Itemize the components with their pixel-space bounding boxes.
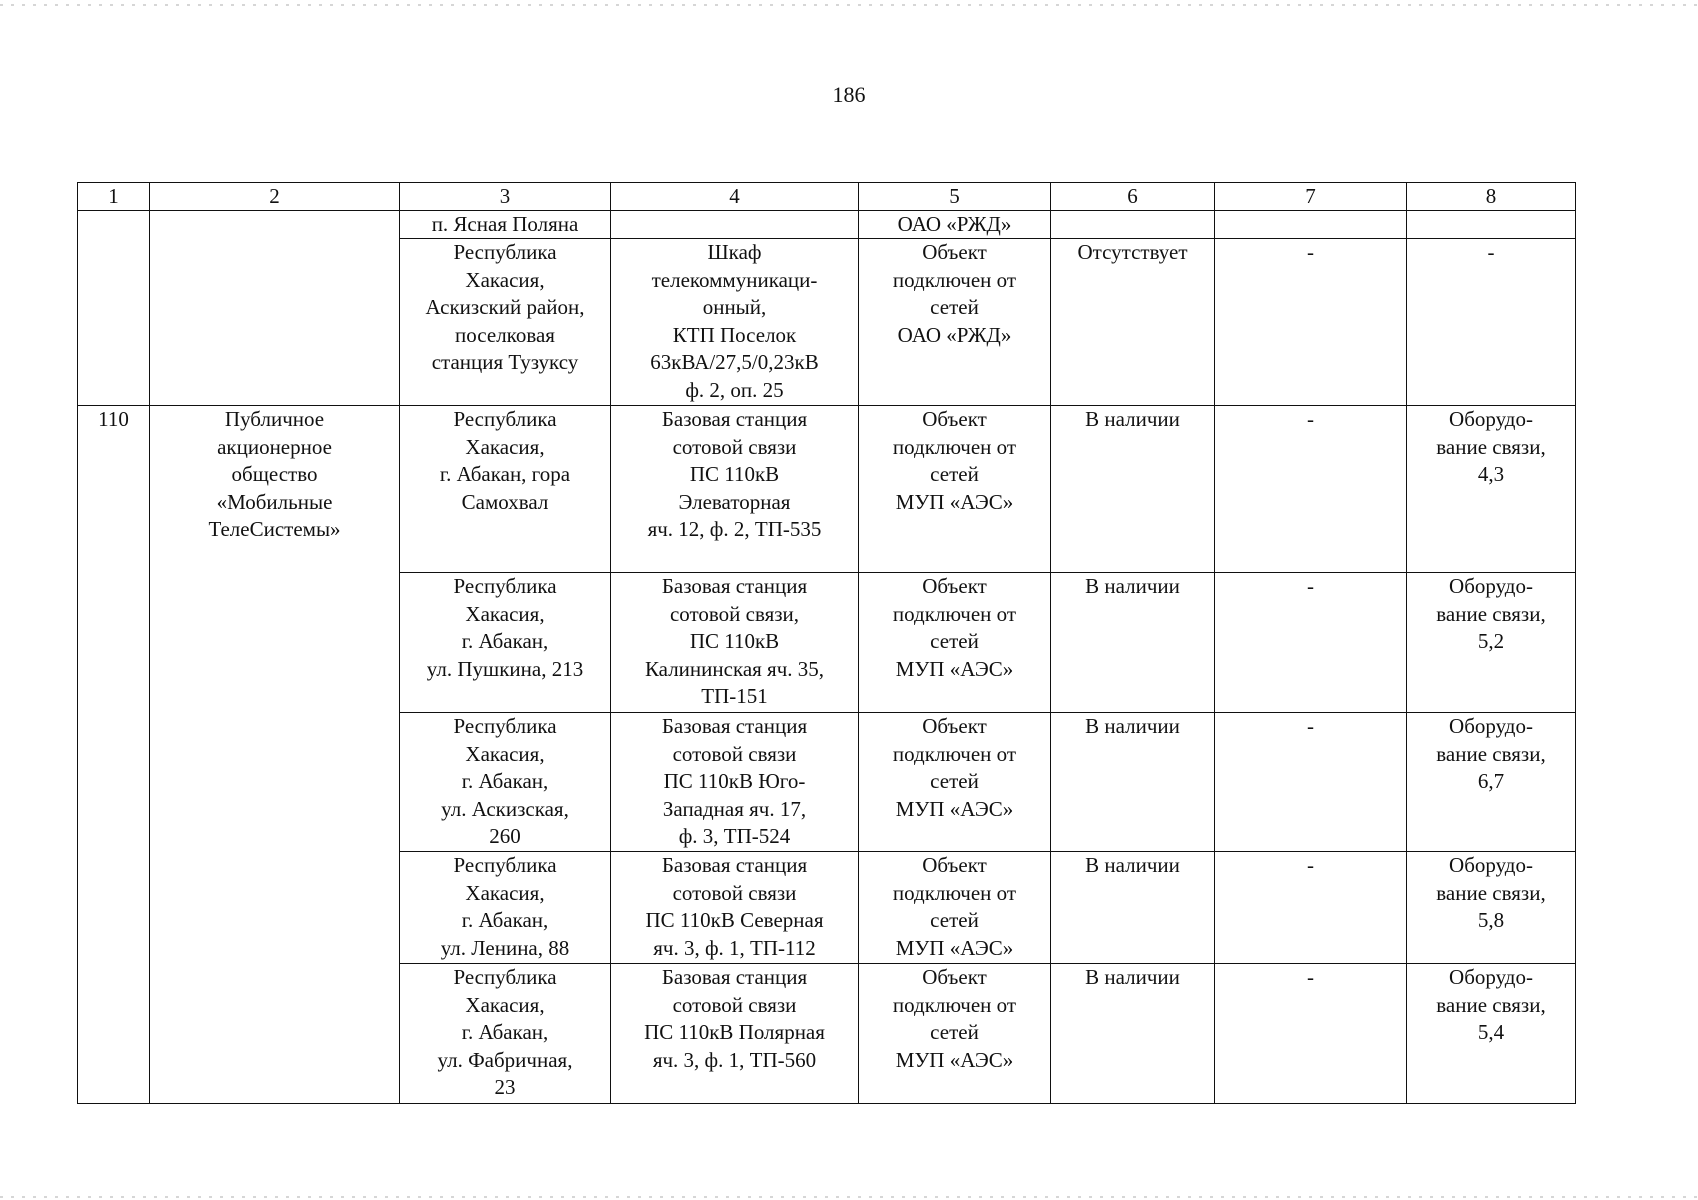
- connection-line: Объект: [922, 574, 987, 598]
- object-line: Элеваторная: [678, 489, 791, 514]
- location-line: Республика: [453, 574, 557, 598]
- location-line: г. Абакан,: [461, 908, 549, 932]
- object-line: Калининская яч. 35,: [644, 656, 825, 681]
- location-line: Хакасия,: [465, 880, 545, 905]
- number-cell-empty: [78, 211, 150, 406]
- entry-number-cell: 110: [78, 406, 150, 1104]
- scan-edge-top: [0, 4, 1698, 6]
- organization-name-line: общество: [231, 462, 318, 486]
- object-line: сотовой связи: [672, 880, 797, 905]
- connection-line: подключен от: [892, 741, 1017, 766]
- location-line: ул. Пушкина, 213: [426, 656, 584, 681]
- connection-cell: [859, 713, 1051, 852]
- location-line: Хакасия,: [465, 601, 545, 626]
- equipment-cell: [1407, 406, 1576, 573]
- connection-line: подключен от: [892, 267, 1017, 292]
- location-line: г. Абакан,: [461, 629, 549, 653]
- col8-cell: [1407, 211, 1576, 239]
- connection-line: сетей: [930, 462, 979, 486]
- equipment-line: вание связи,: [1436, 880, 1546, 905]
- connection-line: подключен от: [892, 992, 1017, 1017]
- object-line: сотовой связи: [672, 992, 797, 1017]
- location-cell: [400, 852, 611, 964]
- location-line: 23: [494, 1075, 516, 1099]
- location-line: г. Абакан,: [461, 1020, 549, 1044]
- location-line: г. Абакан, гора: [439, 462, 571, 486]
- location-line: Самохвал: [461, 489, 549, 514]
- object-line: Базовая станция: [661, 853, 808, 877]
- connection-line: Объект: [922, 240, 987, 264]
- location-line: ул. Ленина, 88: [440, 935, 570, 960]
- object-line: Западная яч. 17,: [662, 796, 807, 821]
- col8-cell: -: [1407, 239, 1576, 406]
- availability-cell: Отсутствует: [1051, 239, 1215, 406]
- object-cell: [611, 211, 859, 239]
- availability-cell: В наличии: [1051, 406, 1215, 573]
- location-cell: [400, 239, 611, 406]
- organization-name-line: ТелеСистемы»: [208, 517, 341, 541]
- object-cell: [611, 964, 859, 1104]
- connection-line: Объект: [922, 853, 987, 877]
- object-line: сотовой связи,: [669, 601, 800, 626]
- object-line: сотовой связи: [672, 741, 797, 766]
- header-cell: 6: [1051, 183, 1215, 211]
- location-line: 260: [489, 824, 521, 848]
- connection-line: МУП «АЭС»: [895, 656, 1014, 681]
- connection-line: сетей: [930, 295, 979, 319]
- col7-cell: [1215, 211, 1407, 239]
- location-line: станция Тузуксу: [431, 350, 579, 374]
- object-line: ф. 2, оп. 25: [685, 377, 784, 402]
- location-line: Хакасия,: [465, 434, 545, 459]
- object-cell: [611, 573, 859, 713]
- location-line: ул. Аскизская,: [441, 796, 569, 821]
- equipment-line: вание связи,: [1436, 741, 1546, 766]
- object-line: онный,: [702, 295, 767, 319]
- availability-cell: [1051, 211, 1215, 239]
- connection-line: ОАО «РЖД»: [897, 322, 1012, 347]
- location-cell: [400, 406, 611, 573]
- location-line: Республика: [453, 853, 557, 877]
- table-row: [78, 406, 1576, 573]
- header-cell: 5: [859, 183, 1051, 211]
- equipment-line: вание связи,: [1436, 601, 1546, 626]
- connection-line: подключен от: [892, 880, 1017, 905]
- col7-cell: -: [1215, 406, 1407, 573]
- organization-name-cell: [150, 406, 400, 1104]
- availability-cell: В наличии: [1051, 852, 1215, 964]
- table-header-row: [78, 183, 1576, 211]
- location-line: ул. Фабричная,: [437, 1047, 573, 1072]
- equipment-line: 5,4: [1477, 1020, 1505, 1044]
- connection-line: МУП «АЭС»: [895, 1047, 1014, 1072]
- connection-line: подключен от: [892, 601, 1017, 626]
- object-line: сотовой связи: [672, 434, 797, 459]
- availability-cell: В наличии: [1051, 713, 1215, 852]
- connection-line: сетей: [930, 908, 979, 932]
- organization-name-line: акционерное: [217, 434, 332, 459]
- connection-cell: [859, 852, 1051, 964]
- equipment-line: 5,2: [1477, 629, 1505, 653]
- object-line: КТП Поселок: [672, 322, 797, 347]
- object-line: 63кВА/27,5/0,23кВ: [650, 350, 819, 374]
- equipment-line: Оборудо-: [1449, 714, 1533, 738]
- equipment-line: 6,7: [1477, 769, 1505, 793]
- connection-line: ОАО «РЖД»: [897, 212, 1012, 236]
- availability-cell: В наличии: [1051, 573, 1215, 713]
- location-line: Республика: [453, 407, 557, 431]
- equipment-line: Оборудо-: [1449, 965, 1533, 989]
- connection-cell: [859, 573, 1051, 713]
- connection-line: Объект: [922, 407, 987, 431]
- object-line: ПС 110кВ: [689, 462, 780, 486]
- col7-cell: -: [1215, 239, 1407, 406]
- location-cell: [400, 713, 611, 852]
- equipment-cell: [1407, 573, 1576, 713]
- equipment-line: Оборудо-: [1449, 574, 1533, 598]
- location-cell: [400, 573, 611, 713]
- location-line: п. Ясная Поляна: [431, 212, 579, 236]
- header-cell: 8: [1407, 183, 1576, 211]
- object-line: ПС 110кВ Северная: [645, 908, 824, 932]
- connection-cell: [859, 211, 1051, 239]
- col7-cell: -: [1215, 852, 1407, 964]
- col7-cell: -: [1215, 713, 1407, 852]
- connection-cell: [859, 964, 1051, 1104]
- equipment-cell: [1407, 713, 1576, 852]
- location-cell: [400, 211, 611, 239]
- header-cell: 3: [400, 183, 611, 211]
- object-line: Базовая станция: [661, 714, 808, 738]
- object-line: Базовая станция: [661, 407, 808, 431]
- location-line: Республика: [453, 965, 557, 989]
- object-line: Шкаф: [707, 240, 762, 264]
- connection-line: МУП «АЭС»: [895, 796, 1014, 821]
- location-line: Республика: [453, 714, 557, 738]
- connection-cell: [859, 239, 1051, 406]
- location-line: Хакасия,: [465, 267, 545, 292]
- page-number: 186: [832, 82, 866, 107]
- col7-cell: -: [1215, 573, 1407, 713]
- connection-line: сетей: [930, 1020, 979, 1044]
- connection-line: сетей: [930, 629, 979, 653]
- organization-name-line: Публичное: [224, 407, 325, 431]
- equipment-line: Оборудо-: [1449, 407, 1533, 431]
- equipment-line: 5,8: [1477, 908, 1505, 932]
- location-line: Хакасия,: [465, 741, 545, 766]
- name-cell-empty: [150, 211, 400, 406]
- location-line: Республика: [453, 240, 557, 264]
- connection-line: подключен от: [892, 434, 1017, 459]
- object-line: яч. 3, ф. 1, ТП-560: [652, 1047, 817, 1072]
- location-cell: [400, 964, 611, 1104]
- object-cell: [611, 713, 859, 852]
- organization-name-line: «Мобильные: [216, 489, 333, 514]
- object-cell: [611, 852, 859, 964]
- connection-line: МУП «АЭС»: [895, 489, 1014, 514]
- location-line: поселковая: [455, 322, 555, 347]
- object-line: Базовая станция: [661, 574, 808, 598]
- object-line: Базовая станция: [661, 965, 808, 989]
- col7-cell: -: [1215, 964, 1407, 1104]
- data-table: [77, 182, 1576, 1104]
- object-line: ТП-151: [701, 684, 768, 708]
- equipment-cell: [1407, 852, 1576, 964]
- object-line: ф. 3, ТП-524: [678, 824, 791, 848]
- header-cell: 7: [1215, 183, 1407, 211]
- connection-line: Объект: [922, 714, 987, 738]
- object-cell: [611, 239, 859, 406]
- connection-cell: [859, 406, 1051, 573]
- header-cell: 4: [611, 183, 859, 211]
- connection-line: Объект: [922, 965, 987, 989]
- location-line: г. Абакан,: [461, 769, 549, 793]
- object-line: ПС 110кВ: [689, 629, 780, 653]
- scan-edge-bottom: [0, 1196, 1698, 1198]
- connection-line: МУП «АЭС»: [895, 935, 1014, 960]
- header-cell: 1: [78, 183, 150, 211]
- location-line: Хакасия,: [465, 992, 545, 1017]
- object-line: телекоммуникаци-: [651, 267, 818, 292]
- table-row: [78, 211, 1576, 239]
- equipment-cell: [1407, 964, 1576, 1104]
- availability-cell: В наличии: [1051, 964, 1215, 1104]
- equipment-line: вание связи,: [1436, 434, 1546, 459]
- object-line: яч. 3, ф. 1, ТП-112: [653, 935, 816, 960]
- equipment-line: вание связи,: [1436, 992, 1546, 1017]
- object-cell: [611, 406, 859, 573]
- header-cell: 2: [150, 183, 400, 211]
- equipment-line: Оборудо-: [1449, 853, 1533, 877]
- location-line: Аскизский район,: [425, 295, 585, 319]
- object-line: яч. 12, ф. 2, ТП-535: [647, 517, 822, 541]
- equipment-line: 4,3: [1477, 462, 1505, 486]
- object-line: ПС 110кВ Полярная: [644, 1020, 825, 1044]
- connection-line: сетей: [930, 769, 979, 793]
- object-line: ПС 110кВ Юго-: [663, 769, 806, 793]
